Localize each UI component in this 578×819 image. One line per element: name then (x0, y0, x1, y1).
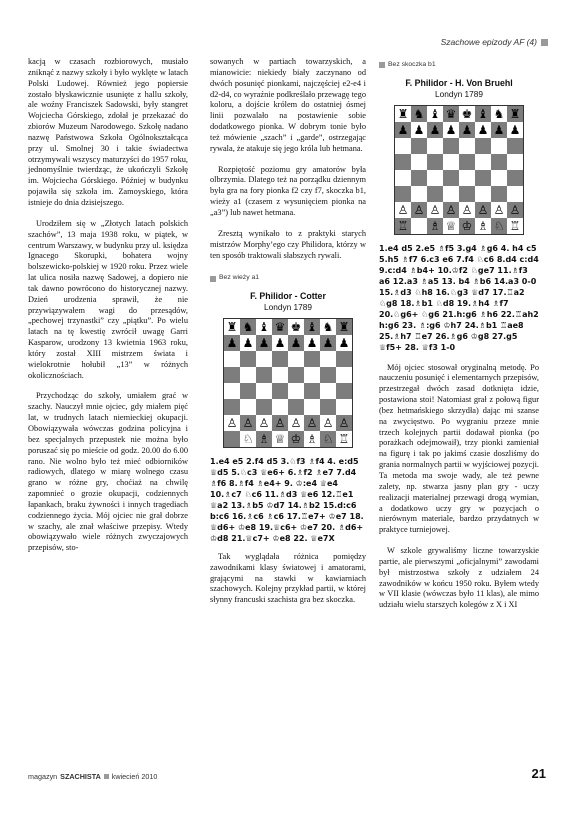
board-square: ♟ (491, 122, 507, 138)
board-square (336, 367, 352, 383)
game-block-cotter (210, 273, 366, 544)
board-square: ♙ (288, 415, 304, 431)
board-square (395, 186, 411, 202)
board-square (459, 138, 475, 154)
board-square (320, 351, 336, 367)
board-square (459, 170, 475, 186)
game-subtitle: Londyn 1789 (435, 88, 483, 99)
board-square (507, 138, 523, 154)
board-square (304, 367, 320, 383)
running-header (441, 37, 548, 47)
board-square (475, 170, 491, 186)
board-square: ♞ (411, 106, 427, 122)
board-square (320, 367, 336, 383)
board-square: ♗ (304, 431, 320, 447)
board-square (475, 154, 491, 170)
paragraph: W szkole grywaliśmy liczne towarzyskie partie, ale pierwszymi „oficjalnymi” zawodami był mistrzostwa szkoły z udziałem 24 zawodników w końcu 1950 roku. Byłem wtedy w VII klasie (wówczas było 11 klas), ale mimo udziału wielu starszych kolegów z X i XI (379, 546, 539, 610)
column-1 (28, 57, 188, 554)
board-square (304, 351, 320, 367)
board-square (288, 399, 304, 415)
board-square: ♗ (427, 218, 443, 234)
board-square (491, 170, 507, 186)
board-square (240, 399, 256, 415)
board-square (411, 138, 427, 154)
board-square (224, 351, 240, 367)
board-square (288, 351, 304, 367)
board-square (475, 138, 491, 154)
board-square: ♙ (507, 202, 523, 218)
tag-square-icon (210, 276, 216, 282)
paragraph: kacją w czasach rozbiorowych, musiało zniknąć z nazwy szkoły i było wyklęte w latach Polski Ludowej. Również jego popiersie zostało błyskawicznie usunięte z hallu szkoły, ale woźny Franciszek Sadowski, były stangret Wojciecha Górskiego, zdołał je przekazać do zbiorów Muzeum Narodowego. Szkołę nadano nazwę Państwowa Szkoła Ogólnokształcąca przy ul. Smolnej 30 i takie świadectwa otrzymywali wszyscy maturzyści do 1957 roku, jednomyślnie twierdząc, że ukończyli Szkołę im. Wojciecha Górskiego. Później w budynku pojawiła się szkoła im. Zamoyskiego, która istnieje do dnia dzisiejszego. (28, 57, 188, 207)
board-square (427, 186, 443, 202)
board-square (395, 170, 411, 186)
board-square (411, 218, 427, 234)
board-square: ♞ (240, 319, 256, 335)
column-3 (379, 57, 539, 611)
board-square (256, 399, 272, 415)
board-square (272, 351, 288, 367)
board-square (459, 154, 475, 170)
board-square: ♙ (443, 202, 459, 218)
paragraph: Mój ojciec stosował oryginalną metodę. Po nauczeniu posunięć i elementarnych przepisów, przestrzegał dwóch zasad dotknięta idzie, postawiona stoi! Natomiast grał z połową figur (bez hetmańskiego skrzydła) dając mi szanse na zwycięstwo. Po wygraniu przeze mnie trzech kolejnych partii dodawał pionka (po porażkach odejmowaił), trzy pionki zamieniał na figurę i tak po jakimś czasie doszliśmy do grania normalnych partii w wyjściowej pozycji. Ta metoda ma swoje wady, ale też pewne zalety, np. stwarza jasny plan gry - uczy realizacji materialnej przewagi drogą wymian, a dodatkowo uczy gry w pozycjach o nierównym materiale, bardzo przydatnych w praktyce turniejowej. (379, 362, 539, 535)
board-square: ♝ (475, 106, 491, 122)
paragraph: Tak wyglądała różnica pomiędzy zawodnikami klasy światowej i amatorami, grającymi na stawki w kawiarniach szachowych. Kolejny przykład partii, w której słynny francuski szachista gra bez skoczka. (210, 551, 366, 605)
board-square: ♗ (256, 431, 272, 447)
board-square (411, 154, 427, 170)
chess-board-diagram (394, 105, 524, 235)
board-square: ♙ (224, 415, 240, 431)
board-square (336, 383, 352, 399)
board-square: ♙ (304, 415, 320, 431)
board-square (256, 383, 272, 399)
paragraph: Przychodząc do szkoły, umiałem grać w szachy. Nauczył mnie ojciec, gdy miałem pięć lat, w trudnych latach niemieckiej okupacji. Obowiązywała wówczas godzina policyjna i bez specjalnych przepustek nie można było poruszać się po mieście od godz. 20.00 do 6.00 rano. Nie wolno było też mieć odbiorników radiowych, dlatego w miarę wolnego czasu grano w różne gry, choćiaż na chwilę zapomnieć o grozie okupacji, codziennych łapankach, braku żywności i innych tragediach codziennego życia. Mój ojciec nie grał dobrze w szachy, ale znał właściwe przepisy. Wtedy obowiązywało wiele różnych zwyczajowych przepisów, sto- (28, 391, 188, 553)
board-square: ♙ (491, 202, 507, 218)
board-square: ♘ (491, 218, 507, 234)
board-square: ♟ (507, 122, 523, 138)
board-square (320, 383, 336, 399)
game-block-bruehl (379, 60, 539, 353)
board-square: ♕ (443, 218, 459, 234)
board-square: ♙ (272, 415, 288, 431)
footer (28, 772, 157, 781)
board-square: ♖ (336, 431, 352, 447)
board-square: ♙ (475, 202, 491, 218)
board-square (411, 186, 427, 202)
game-title: F. Philidor - Cotter (250, 291, 326, 302)
board-square: ♜ (224, 319, 240, 335)
board-square (224, 431, 240, 447)
board-square (443, 186, 459, 202)
paragraph: Urodziłem się w „Złotych latach polskich szachów”, 13 maja 1938 roku, w piątek, w centrum Warszawy, w budynku przy ul. księdza Ignacego Skorupki, bohatera wojny bolszewicko-polskiej w 1920 roku. Przez wiele lat ulica nosiła nazwę Sadowej, a dopiero nie tak dawno powrócono do historycznej nazwy. Dzień urodzenia sprawił, że nie przywiązywałem wagi do przesądów, „pechowej trzynastki” czy „piątku”. Po wielu latach na tę kwestię zwrócił uwagę Garri Kasparow, urodzony 13 kwietnia 1963 roku, który został XIII mistrzem świata i wielokrotnie hołubił „13” w różnych okolicznościach. (28, 218, 188, 380)
board-square (224, 383, 240, 399)
board-square (272, 367, 288, 383)
chess-board-diagram (223, 318, 353, 448)
board-square: ♟ (256, 335, 272, 351)
board-square (475, 186, 491, 202)
board-square: ♟ (459, 122, 475, 138)
game-title: F. Philidor - H. Von Bruehl (405, 77, 513, 88)
board-square: ♖ (507, 218, 523, 234)
board-square: ♙ (395, 202, 411, 218)
board-square: ♔ (459, 218, 475, 234)
board-square (304, 383, 320, 399)
board-square (427, 170, 443, 186)
board-square: ♘ (240, 431, 256, 447)
column-2 (210, 57, 366, 606)
game-moves: 1.e4 d5 2.e5 ♗f5 3.g4 ♗g6 4. h4 c5 5.h5 ♗f7 6.c3 e6 7.f4 ♘c6 8.d4 c:d4 9.c:d4 ♗b4+ 10.♔f2 ♘ge7 11.♗f3 a6 12.a3 ♗a5 13. b4 ♗b6 14.a3 0-0 15.♗d3 ♘h8 16.♘g3 ♕d7 17.♖a2 ♘g8 18.♗b1 ♘d8 19.♗h4 ♗f7 20.♘g6+ ♘g6 21.h:g6 ♗h6 22.♖ah2 h:g6 23. ♗:g6 ♔h7 24.♗b1 ♖ae8 25.♗h7 ♖e7 26.♗g6 ♔g8 27.g5 ♕f5+ 28. ♕f3 1-0 (379, 243, 539, 352)
board-square (443, 170, 459, 186)
board-square: ♟ (272, 335, 288, 351)
footer-issue: kwiecień 2010 (111, 772, 158, 781)
board-square: ♝ (256, 319, 272, 335)
board-square: ♟ (411, 122, 427, 138)
game-subtitle: Londyn 1789 (264, 302, 312, 313)
board-square: ♞ (320, 319, 336, 335)
board-square (224, 367, 240, 383)
board-square (395, 154, 411, 170)
board-square: ♔ (288, 431, 304, 447)
board-square (491, 138, 507, 154)
board-square: ♟ (475, 122, 491, 138)
game-tag (379, 60, 539, 71)
board-square: ♟ (395, 122, 411, 138)
game-moves: 1.e4 e5 2.f4 d5 3.♘f3 ♗f4 4. e:d5 ♕d5 5.♘c3 ♕e6+ 6.♗f2 ♗e7 7.d4 ♗f6 8.♗f4 ♗e4+ 9. ♔:e4 ♕e4 10.♗c7 ♘c6 11.♗d3 ♕e6 12.♖e1 ♕a2 13.♗b5 ♔d7 14.♗b2 15.d:c6 b:c6 16.♗c6 ♗c6 17.♖e7+ ♔e7 18. ♕d6+ ♔e8 19.♕c6+ ♔e7 20. ♗d6+ ♔d8 21.♕c7+ ♔e8 22. ♕e7X (210, 456, 364, 543)
board-square (443, 138, 459, 154)
page-number: 21 (531, 766, 546, 781)
footer-square-icon (104, 774, 109, 779)
board-square (256, 367, 272, 383)
board-square (336, 351, 352, 367)
tag-square-icon (379, 62, 385, 68)
board-square (491, 186, 507, 202)
board-square (507, 170, 523, 186)
paragraph: Rozpiętość poziomu gry amatorów była olbrzymia. Dlatego też na porządku dziennym była gra na fory pionka f2 czy f7, skoczka b1, wieży a1 (czasem z wysunięciem pionka na „a3”) lub nawet hetmana. (210, 164, 366, 217)
board-square: ♛ (443, 106, 459, 122)
header-title: Szachowe epizody AF (4) (440, 37, 537, 47)
board-square: ♚ (288, 319, 304, 335)
board-square (507, 186, 523, 202)
board-square: ♝ (304, 319, 320, 335)
board-square: ♙ (411, 202, 427, 218)
board-square: ♟ (240, 335, 256, 351)
board-square: ♟ (320, 335, 336, 351)
header-square-icon (541, 39, 548, 46)
board-square (507, 154, 523, 170)
paragraph: Zresztą wynikało to z praktyki starych mistrzów Morphy’ego czy Philidora, którzy w ten sposób traktowali słabszych rywali. (210, 228, 366, 260)
board-square: ♗ (475, 218, 491, 234)
board-square: ♙ (459, 202, 475, 218)
board-square: ♜ (507, 106, 523, 122)
footer-magazine: magazyn (28, 772, 58, 781)
board-square: ♙ (256, 415, 272, 431)
board-square: ♜ (395, 106, 411, 122)
board-square (272, 383, 288, 399)
board-square: ♞ (491, 106, 507, 122)
board-square (240, 367, 256, 383)
board-square (256, 351, 272, 367)
board-square: ♙ (240, 415, 256, 431)
board-square: ♟ (427, 122, 443, 138)
board-square: ♟ (224, 335, 240, 351)
paragraph: sowanych w partiach towarzyskich, a mianowicie: niekiedy biały zaczynano od dwóch posunięć pionkami, najczęściej e2-e4 i d2-d4, co wyraźnie podkreślało przewagę tego koloru, a dojście królem do ostatniej ósmej linii pozwalało na postawienie sobie dodatkowego pionka. W dobrym tonie było też mówienie „szach” i „garde”, ostrzegając rywala, że atakuje się jego króla lub hetmana. (210, 57, 366, 153)
board-square (224, 399, 240, 415)
board-square (427, 138, 443, 154)
board-square: ♝ (427, 106, 443, 122)
board-square: ♕ (272, 431, 288, 447)
board-square (459, 186, 475, 202)
board-square: ♘ (320, 431, 336, 447)
board-square (320, 399, 336, 415)
board-square: ♚ (459, 106, 475, 122)
board-square (336, 399, 352, 415)
board-square: ♟ (304, 335, 320, 351)
board-square (411, 170, 427, 186)
footer-brand: SZACHISTA (60, 772, 101, 781)
board-square (288, 367, 304, 383)
board-square (272, 399, 288, 415)
board-square (240, 351, 256, 367)
board-square: ♖ (395, 218, 411, 234)
board-square: ♙ (427, 202, 443, 218)
board-square (288, 383, 304, 399)
board-square: ♙ (320, 415, 336, 431)
board-square (427, 154, 443, 170)
board-square (240, 383, 256, 399)
board-square (443, 154, 459, 170)
board-square: ♟ (288, 335, 304, 351)
board-square: ♛ (272, 319, 288, 335)
board-square: ♙ (336, 415, 352, 431)
board-square (304, 399, 320, 415)
game-tag-label: Bez wieży a1 (219, 274, 260, 282)
board-square (491, 154, 507, 170)
board-square: ♟ (443, 122, 459, 138)
game-tag (210, 273, 366, 284)
game-tag-label: Bez skoczka b1 (388, 61, 436, 68)
board-square: ♟ (336, 335, 352, 351)
board-square: ♜ (336, 319, 352, 335)
board-square (395, 138, 411, 154)
